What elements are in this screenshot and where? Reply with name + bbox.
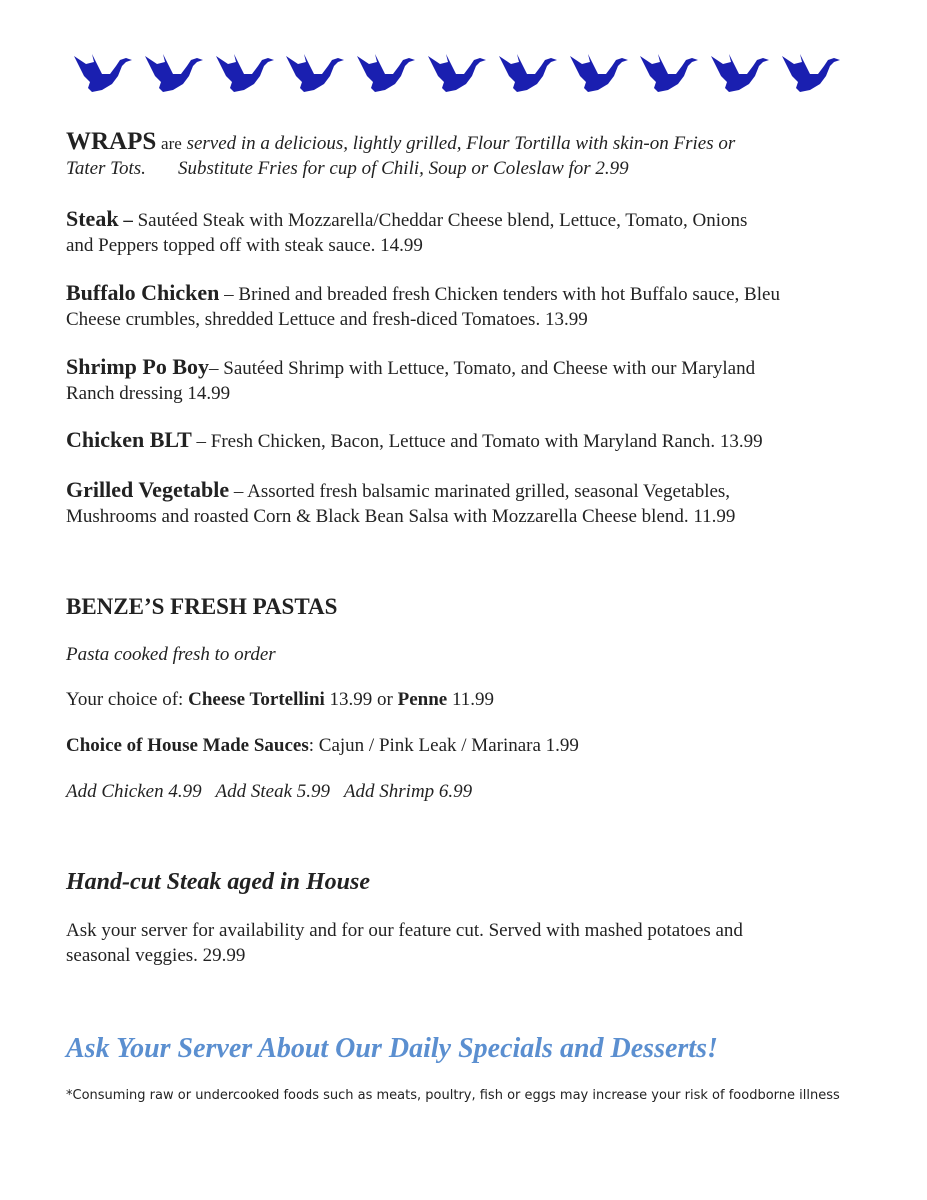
item-name: Grilled Vegetable bbox=[66, 477, 230, 502]
wraps-description-2: Tater Tots. bbox=[66, 157, 146, 179]
wraps-substitute: Substitute Fries for cup of Chili, Soup or Coleslaw for 2.99 bbox=[177, 157, 629, 179]
steak-description bbox=[66, 919, 866, 968]
steak-heading: Hand-cut Steak aged in House bbox=[66, 869, 371, 895]
swan-icon bbox=[780, 52, 842, 96]
wraps-are: are bbox=[161, 134, 182, 153]
pastas-subtitle: Pasta cooked fresh to order bbox=[66, 644, 276, 665]
item-sep: – bbox=[219, 284, 239, 305]
penne-price: 11.99 bbox=[447, 689, 495, 710]
item-desc: Fresh Chicken, Bacon, Lettuce and Tomato with Maryland Ranch. 13.99 bbox=[210, 431, 763, 452]
sauces-text: : Cajun / Pink Leak / Marinara 1.99 bbox=[308, 735, 579, 756]
swan-icon bbox=[143, 52, 205, 96]
item-desc: Brined and breaded fresh Chicken tenders with hot Buffalo sauce, Bleu bbox=[238, 284, 780, 305]
item-desc-2: Mushrooms and roasted Corn & Black Bean Salsa with Mozzarella Cheese blend. 11.99 bbox=[66, 505, 736, 527]
wraps-description: served in a delicious, lightly grilled, Flour Tortilla with skin-on Fries or bbox=[186, 133, 736, 154]
tortellini-price: 13.99 or bbox=[324, 689, 398, 710]
sauces-label: Choice of House Made Sauces bbox=[66, 735, 309, 756]
item-name: Chicken BLT bbox=[66, 427, 192, 452]
pasta-addons: Add Chicken 4.99 Add Steak 5.99 Add Shrimp 6.99 bbox=[66, 781, 473, 802]
swan-icon bbox=[426, 52, 488, 96]
swan-icon bbox=[284, 52, 346, 96]
item-sep: – bbox=[118, 210, 138, 231]
swan-icon bbox=[638, 52, 700, 96]
item-sep: – bbox=[191, 431, 211, 452]
food-safety-disclaimer: *Consuming raw or undercooked foods such as meats, poultry, fish or eggs may increase your risk of foodborne illness bbox=[66, 1088, 840, 1103]
item-desc-2: and Peppers topped off with steak sauce. 14.99 bbox=[66, 234, 423, 256]
menu-item bbox=[66, 355, 866, 406]
menu-item bbox=[66, 207, 866, 258]
tortellini-label: Cheese Tortellini bbox=[188, 689, 325, 710]
item-name: Shrimp Po Boy bbox=[66, 354, 210, 379]
swan-border bbox=[72, 52, 842, 98]
menu-item bbox=[66, 428, 866, 455]
item-desc: Sautéed Steak with Mozzarella/Cheddar Cheese blend, Lettuce, Tomato, Onions bbox=[137, 210, 748, 231]
swan-icon bbox=[72, 52, 134, 96]
pasta-choice bbox=[66, 688, 866, 713]
menu-item bbox=[66, 478, 866, 529]
item-name: Buffalo Chicken bbox=[66, 280, 220, 305]
swan-icon bbox=[497, 52, 559, 96]
menu-item bbox=[66, 281, 866, 332]
item-sep: – bbox=[209, 358, 224, 379]
item-name: Steak bbox=[66, 206, 119, 231]
item-desc-2: Cheese crumbles, shredded Lettuce and fresh-diced Tomatoes. 13.99 bbox=[66, 308, 588, 330]
specials-banner: Ask Your Server About Our Daily Specials and Desserts! bbox=[66, 1033, 718, 1064]
pasta-choice-prefix: Your choice of: bbox=[66, 689, 189, 710]
swan-icon bbox=[709, 52, 771, 96]
item-desc-2: Ranch dressing 14.99 bbox=[66, 382, 231, 404]
steak-desc-2: seasonal veggies. 29.99 bbox=[66, 944, 246, 966]
item-desc: Sautéed Shrimp with Lettuce, Tomato, and Cheese with our Maryland bbox=[223, 358, 756, 379]
pasta-sauces bbox=[66, 734, 866, 759]
swan-icon bbox=[355, 52, 417, 96]
wraps-intro bbox=[66, 130, 866, 181]
steak-desc-1: Ask your server for availability and for our feature cut. Served with mashed potatoes and bbox=[66, 920, 743, 941]
swan-icon bbox=[568, 52, 630, 96]
wraps-heading: WRAPS bbox=[66, 128, 157, 155]
penne-label: Penne bbox=[397, 689, 448, 710]
item-sep: – bbox=[229, 481, 248, 502]
pastas-heading: BENZE’S FRESH PASTAS bbox=[66, 594, 338, 619]
item-desc: Assorted fresh balsamic marinated grilled, seasonal Vegetables, bbox=[247, 481, 731, 502]
swan-icon bbox=[214, 52, 276, 96]
